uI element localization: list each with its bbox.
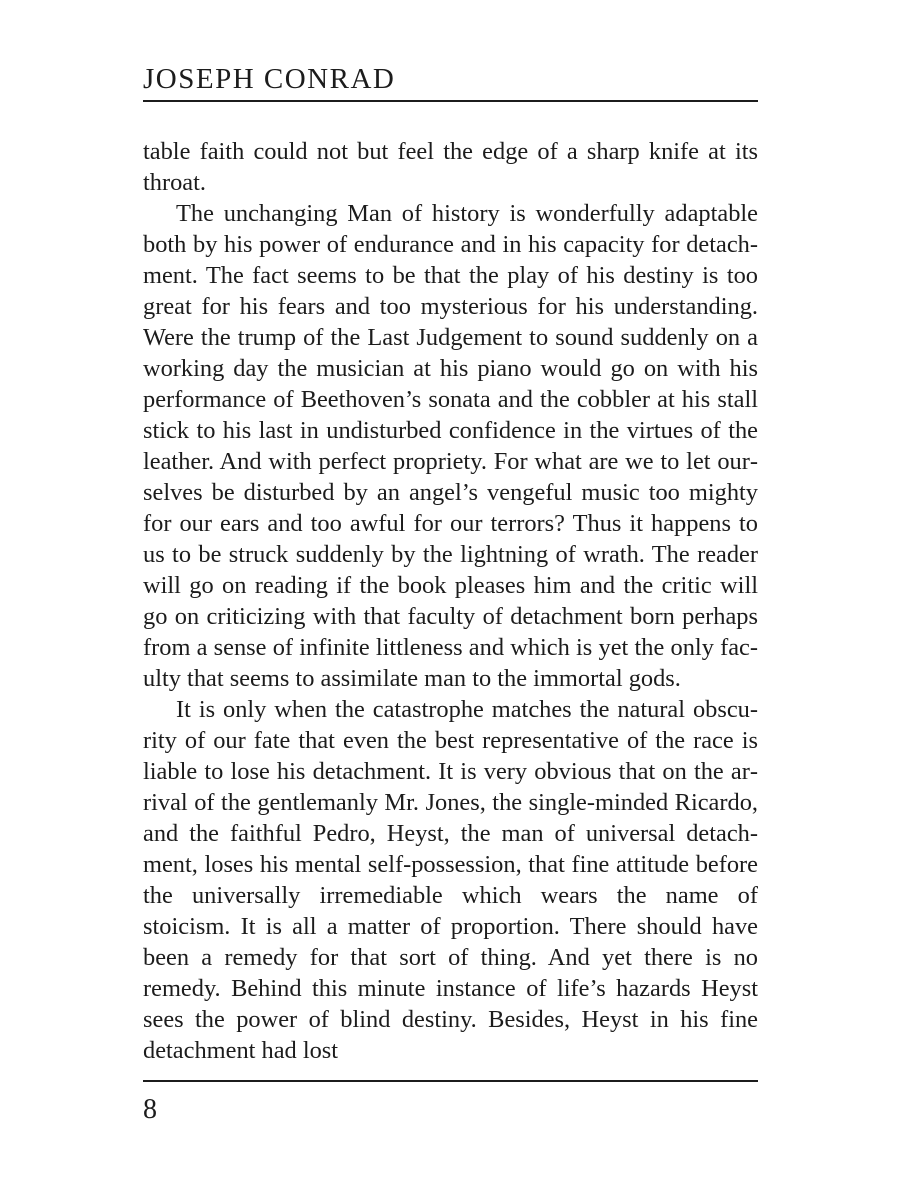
paragraph: The unchanging Man of history is wonderfully adaptable both by his power of endurance and in his capacity for detachment. The fact seems to be that the play of his destiny is too great for his fears and too mysterious for his understanding. Were the trump of the Last Judgement to sound suddenly on a working day the musician at his piano would go on with his performance of Beethoven’s sonata and the cobbler at his stall stick to his last in undisturbed confidence in the virtues of the leather. And with perfect propriety. For what are we to let ourselves be disturbed by an angel’s vengeful music too mighty for our ears and too awful for our terrors? Thus it happens to us to be struck suddenly by the lightning of wrath. The reader will go on reading if the book pleases him and the critic will go on criticizing with that faculty of detachment born perhaps from a sense of infinite littleness and which is yet the only faculty that seems to assimilate man to the immortal gods.	[143, 200, 758, 692]
page-number: 8	[143, 1094, 157, 1125]
header-rule	[143, 100, 758, 102]
paragraph: It is only when the catastrophe matches the natural obscurity of our fate that even the best representative of the race is liable to lose his detachment. It is very obvious that on the arrival of the gentlemanly Mr. Jones, the single-minded Ricardo, and the faithful Pedro, Heyst, the man of universal detachment, loses his mental self-possession, that fine attitude before the universally irremediable which wears the name of stoicism. It is all a matter of proportion. There should have been a remedy for that sort of thing. And yet there is no remedy. Behind this minute instance of life’s hazards Heyst sees the power of blind destiny. Besides, Heyst in his fine detachment had lost	[143, 696, 758, 1064]
body-text	[143, 136, 758, 1066]
footer-rule	[143, 1080, 758, 1082]
paragraph-continued: table faith could not but feel the edge of a sharp knife at its throat.	[143, 138, 758, 196]
running-head: JOSEPH CONRAD	[143, 63, 396, 95]
